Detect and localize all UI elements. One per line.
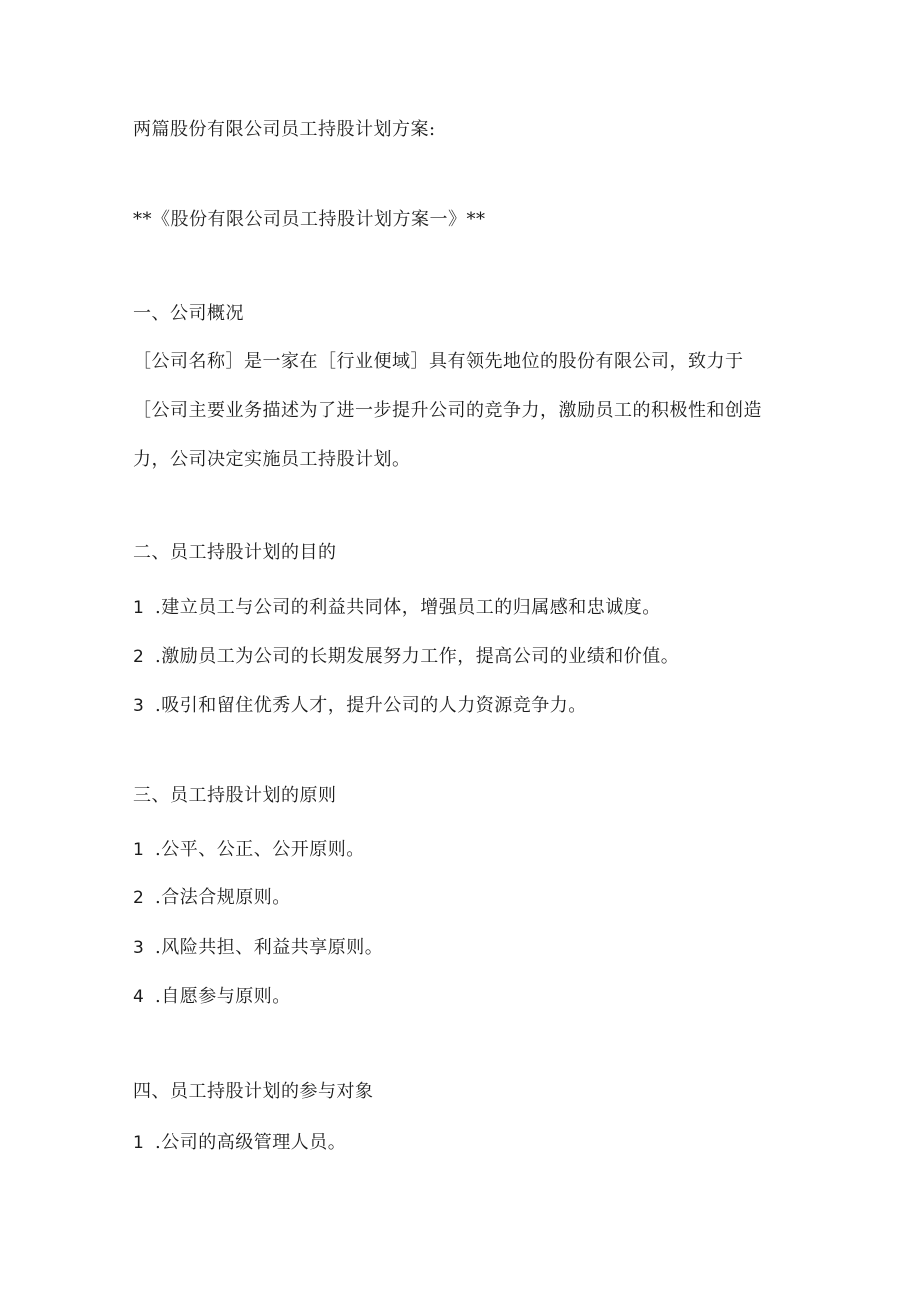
list-item-number: 4 bbox=[133, 987, 145, 1007]
list-item bbox=[133, 886, 291, 910]
paragraph-line: ［公司名称］是一家在［行业便域］具有领先地位的股份有限公司，致力于 bbox=[133, 351, 744, 372]
list-item-text: .合法合规原则。 bbox=[155, 887, 291, 908]
document-intro: 两篇股份有限公司员工持股计划方案: bbox=[133, 119, 436, 140]
list-item-number: 1 bbox=[133, 1133, 145, 1153]
list-item-text: .公平、公正、公开原则。 bbox=[155, 839, 365, 860]
list-item-number: 2 bbox=[133, 647, 145, 667]
section-heading-principles: 三、员工持股计划的原则 bbox=[133, 785, 337, 806]
list-item bbox=[133, 1131, 346, 1155]
list-item bbox=[133, 645, 679, 669]
plan-title: **《股份有限公司员工持股计划方案一》** bbox=[133, 209, 486, 230]
section-heading-overview: 一、公司概况 bbox=[133, 303, 244, 324]
list-item-text: .建立员工与公司的利益共同体，增强员工的归属感和忠诚度。 bbox=[155, 597, 661, 618]
paragraph-line: 力，公司决定实施员工持股计划。 bbox=[133, 449, 411, 470]
list-item-number: 1 bbox=[133, 840, 145, 860]
list-item bbox=[133, 985, 291, 1009]
list-item-text: .吸引和留住优秀人才，提升公司的人力资源竞争力。 bbox=[155, 695, 587, 716]
list-item-text: .自愿参与原则。 bbox=[155, 986, 291, 1007]
list-item-text: .激励员工为公司的长期发展努力工作，提高公司的业绩和价值。 bbox=[155, 646, 680, 667]
list-item bbox=[133, 936, 383, 960]
list-item bbox=[133, 838, 365, 862]
list-item-number: 2 bbox=[133, 888, 145, 908]
list-item-number: 3 bbox=[133, 696, 145, 716]
list-item bbox=[133, 694, 587, 718]
list-item-text: .风险共担、利益共享原则。 bbox=[155, 937, 384, 958]
list-item-number: 1 bbox=[133, 598, 145, 618]
list-item-text: .公司的高级管理人员。 bbox=[155, 1132, 347, 1153]
paragraph-line: ［公司主要业务描述为了进一步提升公司的竞争力，激励员工的积极性和创造 bbox=[133, 400, 762, 421]
list-item-number: 3 bbox=[133, 938, 145, 958]
section-heading-purpose: 二、员工持股计划的目的 bbox=[133, 542, 337, 563]
section-heading-participants: 四、员工持股计划的参与对象 bbox=[133, 1081, 374, 1102]
list-item bbox=[133, 596, 661, 620]
